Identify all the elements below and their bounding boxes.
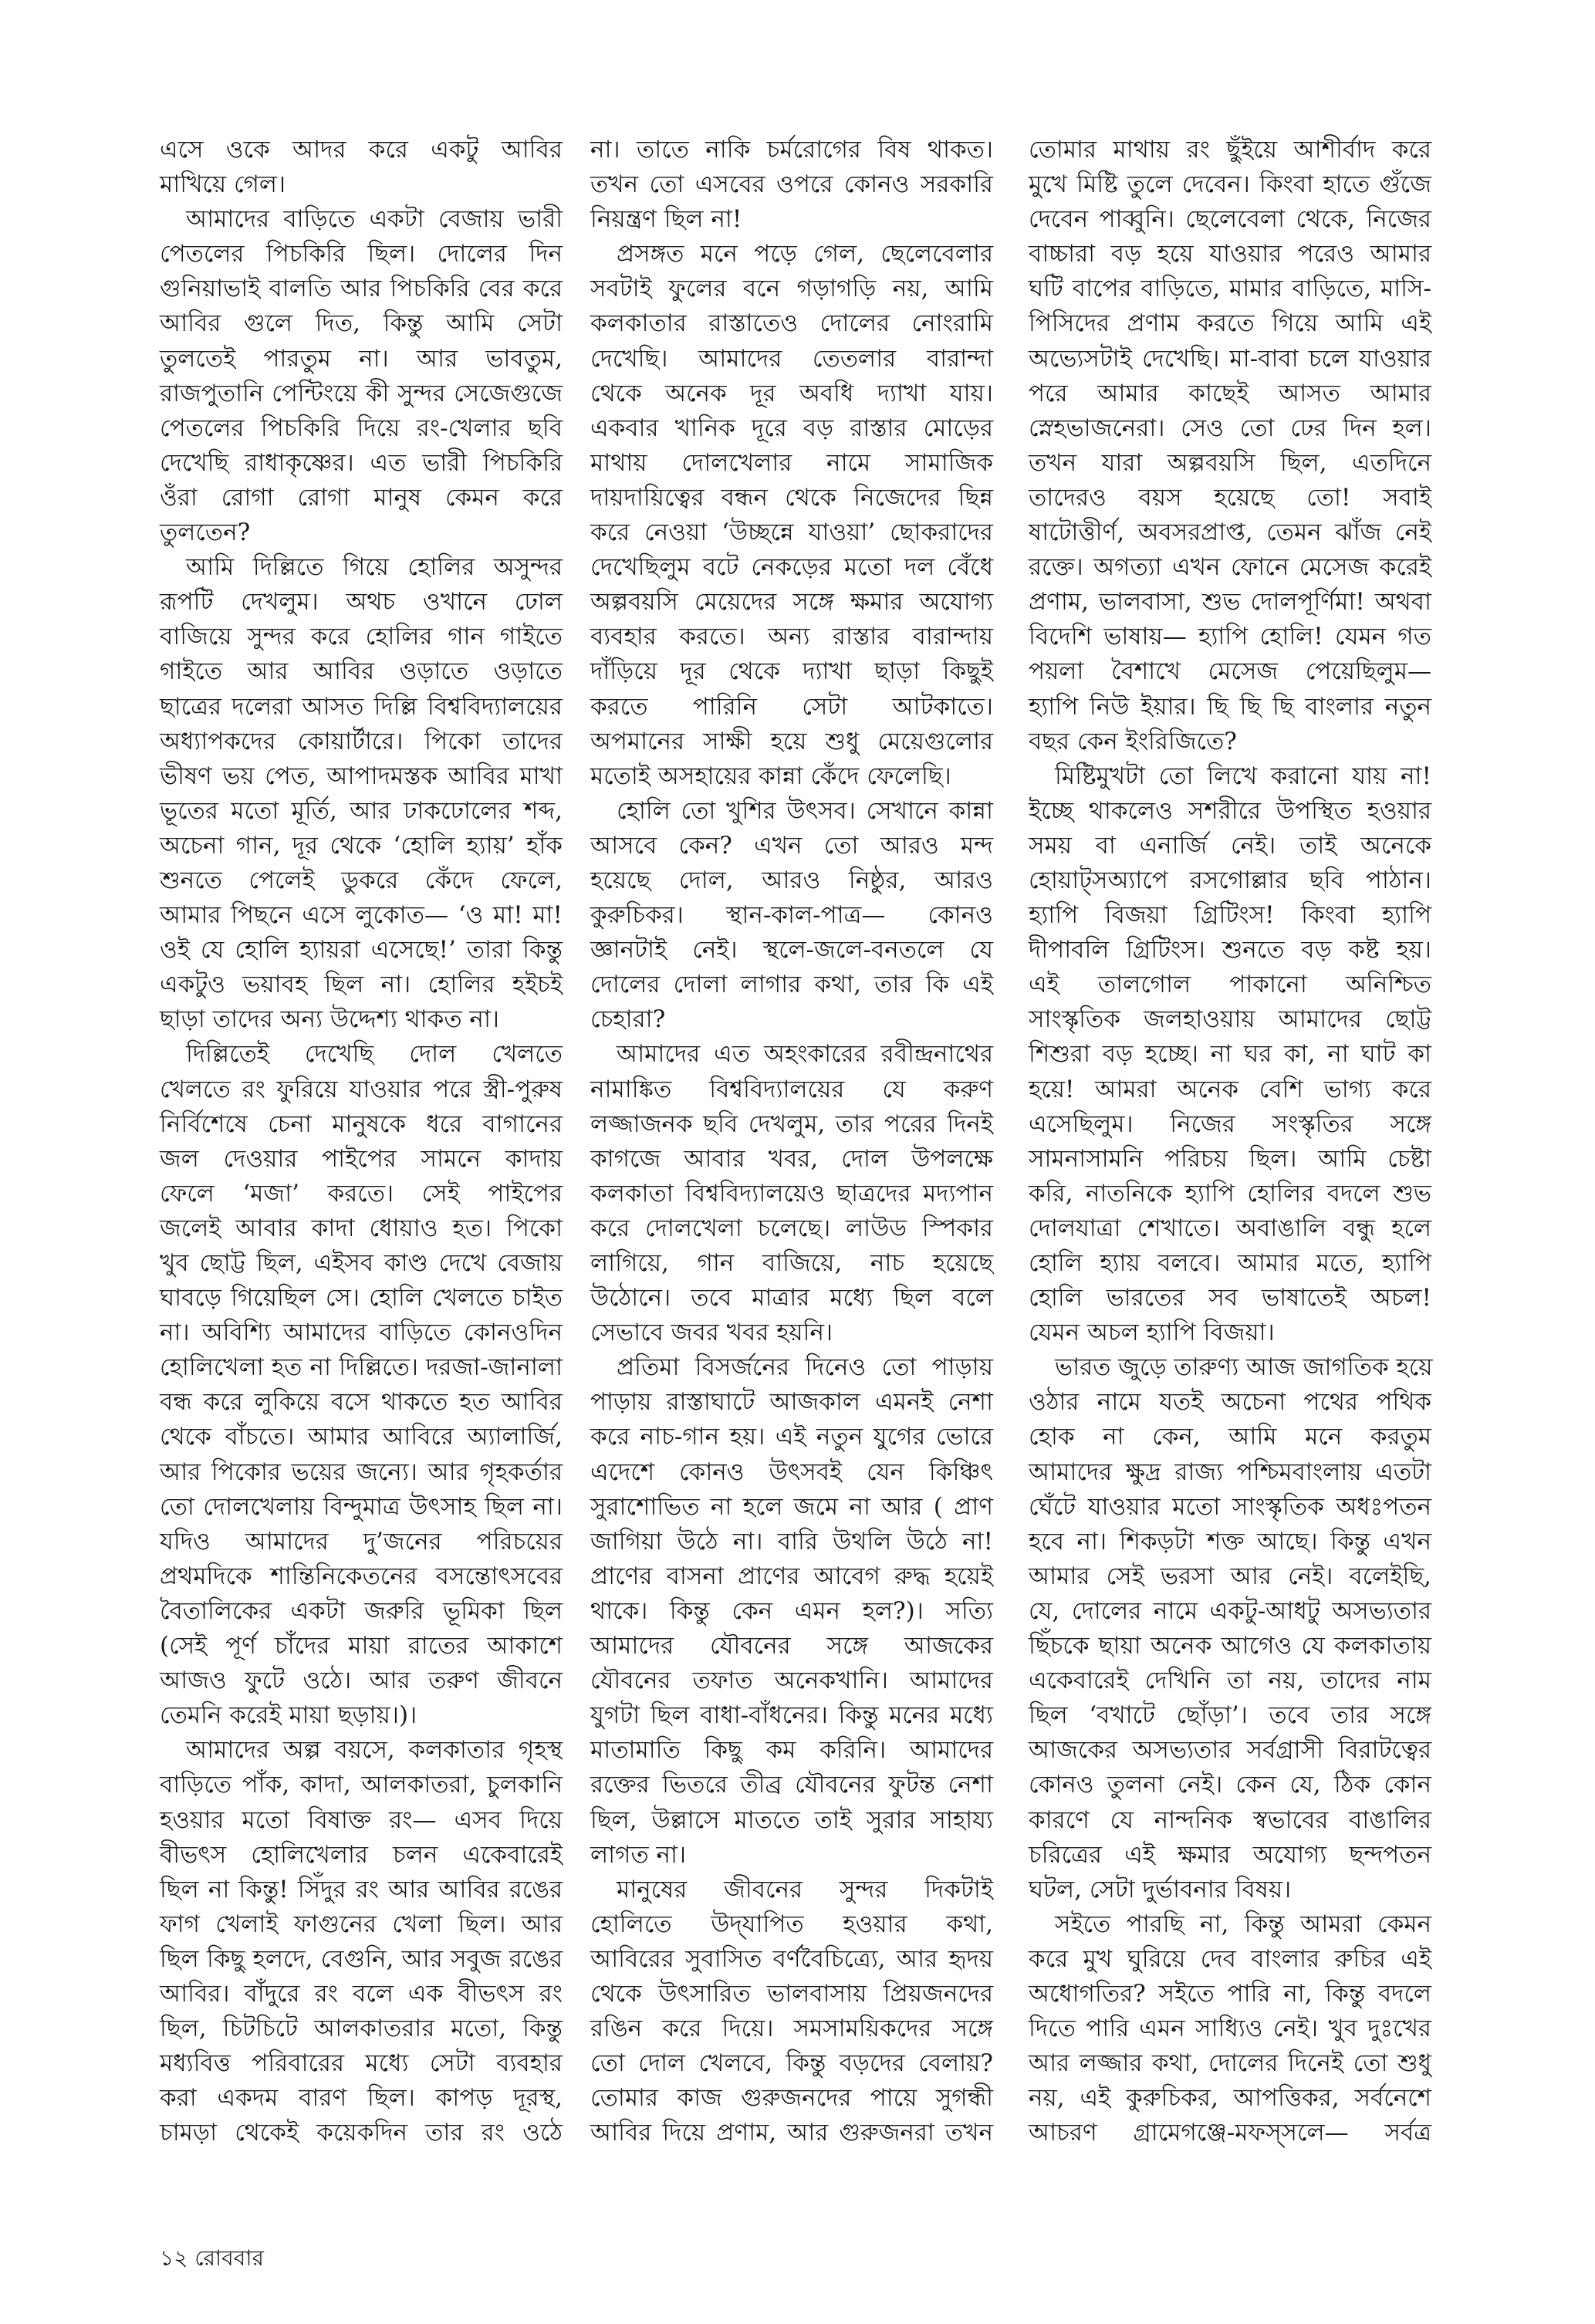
text-line: (সেই পূর্ণ চাঁদের মায়া রাতের আকাশে [160,1632,563,1660]
text-line: চরিত্রের এই ক্ষমার অযোগ্য ছন্দপতন [1029,1840,1431,1869]
text-line: মানুষের জীবনের সুন্দর দিকটাই [617,1875,993,1903]
text-line: দাঁড়িয়ে দূর থেকে দ্যাখা ছাড়া কিছুই [590,657,993,686]
text-line: উঠোনে। তবে মাত্রার মধ্যে ছিল বলে [590,1284,993,1312]
text-line: আমি দিল্লিতে গিয়ে হোলির অসুন্দর [186,553,563,582]
text-line: হ্যাপি নিউ ইয়ার। ছি ছি ছি বাংলার নতুন [1029,692,1431,721]
text-line: থেকে উৎসারিত ভালবাসায় প্রিয়জনদের [590,1979,993,2008]
paragraph [590,237,993,794]
text-line: ছাড়া তাদের অন্য উদ্দেশ্য থাকত না। [160,1005,500,1034]
text-line: এসেছিলুম। নিজের সংস্কৃতির সঙ্গে [1029,1110,1431,1138]
text-line: কুরুচিকর। স্থান-কাল-পাত্র— কোনও [590,901,993,930]
text-line: জল দেওয়ার পাইপের সামনে কাদায় [160,1144,563,1173]
text-line: দিল্লিতেই দেখেছি দোল খেলতে [186,1040,563,1069]
text-line: করে নেওয়া ‘উচ্ছন্নে যাওয়া’ ছোকরাদের [590,519,993,547]
text-line: বাড়িতে পাঁক, কাদা, আলকাতরা, চুলকানি [160,1771,563,1799]
text-line: করতে পারিনি সেটা আটকাতে। [590,692,993,721]
text-line: ঘেঁটে যাওয়ার মতো সাংস্কৃতিক অধঃপতন [1029,1492,1431,1521]
text-line: হোক না কেন, আমি মনে করতুম [1029,1423,1431,1451]
article-column-3 [1029,133,1431,2150]
text-line: ভূতের মতো মূর্তি, আর ঢাকঢোলের শব্দ, [160,796,563,825]
text-line: কাগজে আবার খবর, দোল উপলক্ষে [590,1144,993,1173]
text-line: আবির। বাঁদুরে রং বলে এক বীভৎস রং [160,1979,563,2008]
text-line: দেখেছি। আমাদের তেতলার বারান্দা [590,344,993,373]
text-line: হোয়াট্‌সঅ্যাপে রসগোল্লার ছবি পাঠান। [1029,866,1431,894]
text-line: ওই যে হোলি হ্যায়রা এসেছে!’ তারা কিন্তু [160,936,563,964]
text-line: মিষ্টিমুখটা তো লিখে করানো যায় না! [1055,762,1431,790]
text-line: পিসিদের প্রণাম করতে গিয়ে আমি এই [1029,309,1431,338]
text-line: আবির দিয়ে প্রণাম, আর গুরুজনরা তখন [590,2119,993,2147]
text-line: খেলতে রং ফুরিয়ে যাওয়ার পরে স্ত্রী-পুরুষ [160,1075,563,1103]
text-line: ছিল, উল্লাসে মাততে তাই সুরার সাহায্য [590,1805,993,1834]
text-line: একেবারেই দেখিনি তা নয়, তাদের নাম [1029,1667,1431,1695]
text-line: পাড়ায় রাস্তাঘাটে আজকাল এমনই নেশা [590,1388,993,1417]
text-line: বছর কেন ইংরিজিতে? [1029,727,1237,755]
text-line: প্রাণের বাসনা প্রাণের আবেগ রুদ্ধ হয়েই [590,1562,993,1590]
text-line: দায়দায়িত্বের বন্ধন থেকে নিজেদের ছিন্ন [590,483,993,512]
text-line: যদিও আমাদের দু’জনের পরিচয়ের [160,1527,563,1556]
text-line: তোমার মাথায় রং ছুঁইয়ে আশীর্বাদ করে [1029,136,1431,164]
text-line: তো দোলখেলায় বিন্দুমাত্র উৎসাহ ছিল না। [160,1492,563,1521]
text-line: দেবেন পাব্বুনি। ছেলেবেলা থেকে, নিজের [1029,205,1431,234]
text-line: জ্ঞানটাই নেই। স্থলে-জলে-বনতলে যে [590,936,993,964]
text-line: একটুও ভয়াবহ ছিল না। হোলির হইচই [160,971,563,999]
text-line: বীভৎস হোলিখেলার চলন একেবারেই [160,1840,563,1869]
text-line: ভারত জুড়ে তারুণ্য আজ জাগতিক হয়ে [1055,1353,1433,1382]
paragraph [160,133,563,202]
text-line: অভ্যেসটাই দেখেছি। মা-বাবা চলে যাওয়ার [1029,344,1431,373]
text-line: মাতামাতি কিছু কম করিনি। আমাদের [590,1736,993,1765]
text-line: দীপাবলি গ্রিটিংস। শুনতে বড় কষ্ট হয়। [1029,936,1431,964]
text-line: কারণে যে নান্দনিক স্বভাবের বাঙালির [1029,1805,1431,1834]
paragraph [160,1733,563,2150]
paragraph [590,794,993,1038]
paragraph [160,1037,563,1733]
text-line: হোলিখেলা হত না দিল্লিতে। দরজা-জানালা [160,1353,563,1382]
text-line: ব্যবহার করতে। অন্য রাস্তার বারান্দায় [590,623,993,651]
text-line: আমাদের অল্প বয়সে, কলকাতার গৃহস্থ [186,1736,563,1765]
text-line: পেতলের পিচকিরি দিয়ে রং-খেলার ছবি [160,414,563,442]
text-line: এই তালগোল পাকানো অনিশ্চিত [1029,971,1431,999]
text-line: রঙিন করে দিয়ে। সমসাময়িকদের সঙ্গে [590,2015,993,2043]
text-line: হয়েছে দোল, আরও নিষ্ঠুর, আরও [590,866,993,894]
text-line: গুনিয়াভাই বালতি আর পিচকিরি বের করে [160,275,563,303]
text-line: তখন যারা অল্পবয়সি ছিল, এতদিনে [1029,448,1431,477]
text-line: গাইতে আর আবির ওড়াতে ওড়াতে [160,657,563,686]
text-line: আচরণ গ্রামেগঞ্জে-মফস্সলে— সর্বত্র [1029,2119,1431,2147]
text-line: হোলি হ্যায় বলবে। আমার মতে, হ্যাপি [1029,1249,1431,1277]
text-line: আমাদের ক্ষুদ্র রাজ্য পশ্চিমবাংলায় এতটা [1029,1458,1431,1486]
text-line: লাগত না। [590,1840,687,1869]
text-line: করে নাচ-গান হয়। এই নতুন যুগের ভোরে [590,1423,993,1451]
text-line: না। তাতে নাকি চর্মরোগের বিষ থাকত। [590,136,993,164]
text-line: আমাদের বাড়িতে একটা বেজায় ভারী [186,205,563,234]
text-line: লজ্জাজনক ছবি দেখলুম, তার পরের দিনই [590,1110,993,1138]
text-line: কোনও তুলনা নেই। কেন যে, ঠিক কোন [1029,1771,1431,1799]
text-line: নিয়ন্ত্রণ ছিল না! [590,205,742,234]
text-line: সুরাশোভিত না হলে জমে না আর ( প্রাণ [590,1492,993,1521]
text-line: ইচ্ছে থাকলেও সশরীরে উপস্থিত হওয়ার [1029,796,1431,825]
text-line: দোলযাত্রা শেখাতে। অবাঙালি বন্ধু হলে [1029,1214,1431,1242]
text-line: ঘটি বাপের বাড়িতে, মামার বাড়িতে, মাসি- [1029,275,1431,303]
text-line: আসবে কেন? এখন তো আরও মন্দ [590,831,993,860]
text-line: অপমানের সাক্ষী হয়ে শুধু মেয়েগুলোর [590,727,993,755]
text-line: ছিল ‘বখাটে ছোঁড়া’। তবে তার সঙ্গে [1029,1701,1431,1730]
text-line: যে, দোলের নামে একটু-আধটু অসভ্যতার [1029,1596,1431,1625]
text-line: সবটাই ফুলের বনে গড়াগড়ি নয়, আমি [590,275,993,303]
text-line: বিদেশি ভাষায়— হ্যাপি হোলি! যেমন গত [1029,623,1431,651]
text-line: হোলি ভারতের সব ভাষাতেই অচল! [1029,1284,1431,1312]
text-line: ওঁরা রোগা রোগা মানুষ কেমন করে [160,483,563,512]
text-line: সেভাবে জবর খবর হয়নি। [590,1319,833,1347]
text-line: তখন তো এসবের ওপরে কোনও সরকারি [590,171,993,199]
text-line: করি, নাতনিকে হ্যাপি হোলির বদলে শুভ [1029,1179,1431,1208]
text-line: যৌবনের তফাত অনেকখানি। আমাদের [590,1667,993,1695]
text-line: অধোগতির? সইতে পারি না, কিন্তু বদলে [1029,1979,1431,2008]
text-line: পেতলের পিচকিরি ছিল। দোলের দিন [160,240,563,269]
text-line: আজও ফুটে ওঠে। আর তরুণ জীবনে [160,1667,563,1695]
text-line: কলকাতা বিশ্ববিদ্যালয়েও ছাত্রদের মদ্যপান [590,1179,993,1208]
text-line: এসে ওকে আদর করে একটু আবির [160,136,563,164]
text-line: থেকে অনেক দূর অবধি দ্যাখা যায়। [590,379,993,407]
paragraph [1029,759,1431,1351]
text-line: মাথায় দোলখেলার নামে সামাজিক [590,448,993,477]
text-line: ষাটোত্তীর্ণ, অবসরপ্রাপ্ত, তেমন ঝাঁজ নেই [1029,519,1431,547]
text-line: থেকে বাঁচতে। আমার আবিরে অ্যালার্জি, [160,1423,563,1451]
text-line: চেহারা? [590,1005,666,1034]
text-line: বৈতালিকের একটা জরুরি ভূমিকা ছিল [160,1596,563,1625]
paragraph [1029,133,1431,759]
text-line: দোলের দোলা লাগার কথা, তার কি এই [590,971,993,999]
text-line: লাগিয়ে, গান বাজিয়ে, নাচ হয়েছে [590,1249,993,1277]
text-line: আমার সেই ভরসা আর নেই। বলেইছি, [1029,1562,1431,1590]
text-line: ঘাবড়ে গিয়েছিল সে। হোলি খেলতে চাইত [160,1284,563,1312]
text-line: তুলতেন? [160,519,251,547]
text-line: দেখেছিলুম বটে নেকড়ের মতো দল বেঁধে [590,553,993,582]
text-line: নয়, এই কুরুচিকর, আপত্তিকর, সর্বনেশে [1029,2084,1431,2113]
text-line: ছিঁচকে ছায়া অনেক আগেও যে কলকাতায় [1029,1632,1431,1660]
paragraph [590,133,993,237]
text-line: আমাদের যৌবনের সঙ্গে আজকের [590,1632,993,1660]
paragraph [590,1350,993,1872]
text-line: ছাত্রের দলেরা আসত দিল্লি বিশ্ববিদ্যালয়ের [160,692,563,721]
text-line: ছিল না কিন্তু! সিঁদুর রং আর আবির রঙের [160,1875,563,1903]
text-line: তুলতেই পারতুম না। আর ভাবতুম, [160,344,563,373]
text-line: থাকে। কিন্তু কেন এমন হল?)। সত্যি [590,1596,993,1625]
text-line: প্রসঙ্গত মনে পড়ে গেল, ছেলেবেলার [617,240,993,269]
text-line: একবার খানিক দূরে বড় রাস্তার মোড়ের [590,414,993,442]
magazine-name: রোববার [194,2245,264,2271]
text-line: বাচ্চারা বড় হয়ে যাওয়ার পরেও আমার [1029,240,1431,269]
text-line: আমার পিছনে এসে লুকোত— ‘ও মা! মা! [160,901,563,930]
text-line: হোলিতে উদ্‌যাপিত হওয়ার কথা, [590,1910,993,1938]
paragraph [1029,1907,1431,2151]
paragraph [590,1037,993,1350]
paragraph [590,1873,993,2151]
text-line: দেখেছি রাধাকৃষ্ণের। এত ভারী পিচকিরি [160,448,563,477]
text-line: এদেশে কোনও উৎসবই যেন কিঞ্চিৎ [590,1458,993,1486]
text-line: আর লজ্জার কথা, দোলের দিনেই তো শুধু [1029,2049,1431,2078]
text-line: না। অবিশ্যি আমাদের বাড়িতে কোনওদিন [160,1319,563,1347]
text-line: রূপটি দেখলুম। অথচ ওখানে ঢোল [160,588,563,616]
paragraph [1029,1350,1431,1907]
text-line: মধ্যবিত্ত পরিবারের মধ্যে সেটা ব্যবহার [160,2049,563,2078]
text-line: তো দোল খেলবে, কিন্তু বড়দের বেলায়? [590,2049,993,2078]
paragraph [160,550,563,1037]
text-line: খুব ছোট্ট ছিল, এইসব কাণ্ড দেখে বেজায় [160,1249,563,1277]
text-line: করে দোলখেলা চলেছে। লাউড স্পিকার [590,1214,993,1242]
article-column-2 [590,133,993,2150]
text-line: পয়লা বৈশাখে মেসেজ পেয়েছিলুম— [1029,657,1431,686]
text-line: হ্যাপি বিজয়া গ্রিটিংস! কিংবা হ্যাপি [1029,901,1431,930]
text-line: রাজপুতানি পেন্টিংয়ে কী সুন্দর সেজেগুজে [160,379,563,407]
text-line: সইতে পারছি না, কিন্তু আমরা কেমন [1055,1910,1431,1938]
text-line: আমাদের এত অহংকারের রবীন্দ্রনাথের [617,1040,993,1069]
text-line: যেমন অচল হ্যাপি বিজয়া। [1029,1319,1275,1347]
text-line: যুগটা ছিল বাধা-বাঁধনের। কিন্তু মনের মধ্যে [590,1701,993,1730]
text-line: প্রতিমা বিসর্জনের দিনেও তো পাড়ায় [617,1353,993,1382]
text-line: জাগিয়া উঠে না। বারি উথলি উঠে না! [590,1527,993,1556]
text-line: সময় বা এনার্জি নেই। তাই অনেকে [1029,831,1431,860]
text-line: চামড়া থেকেই কয়েকদিন তার রং ওঠে [160,2119,563,2147]
text-line: ছিল, চিটচিটে আলকাতরার মতো, কিন্তু [160,2015,563,2043]
text-line: প্রণাম, ভালবাসা, শুভ দোলপূর্ণিমা! অথবা [1029,588,1431,616]
text-line: ফেলে ‘মজা’ করতে। সেই পাইপের [160,1179,563,1208]
text-line: শিশুরা বড় হচ্ছে। না ঘর কা, না ঘাট কা [1029,1040,1431,1069]
text-line: প্রথমদিকে শান্তিনিকেতনের বসন্তোৎসবের [160,1562,563,1590]
text-line: রক্তের ভিতরে তীব্র যৌবনের ফুটন্ত নেশা [590,1771,993,1799]
text-line: তোমার কাজ গুরুজনদের পায়ে সুগন্ধী [590,2084,993,2113]
text-line: রক্তে। অগত্যা এখন ফোনে মেসেজ করেই [1029,553,1431,582]
text-line: আবির গুলে দিত, কিন্তু আমি সেটা [160,309,563,338]
text-line: মতোই অসহায়ের কান্না কেঁদে ফেলেছি। [590,762,951,790]
text-line: আবিরের সুবাসিত বর্ণবৈচিত্র্যে, আর হৃদয় [590,1944,993,1973]
text-line: নির্বিশেষে চেনা মানুষকে ধরে বাগানের [160,1110,563,1138]
text-line: বন্ধ করে লুকিয়ে বসে থাকতে হত আবির [160,1388,563,1417]
text-line: হওয়ার মতো বিষাক্ত রং— এসব দিয়ে [160,1805,563,1834]
text-line: অচেনা গান, দূর থেকে ‘হোলি হ্যায়’ হাঁক [160,831,563,860]
paragraph [160,202,563,550]
text-line: মাখিয়ে গেল। [160,171,286,199]
page-number: ১২ [160,2245,188,2271]
text-line: করে মুখ ঘুরিয়ে দেব বাংলার রুচির এই [1029,1944,1431,1973]
text-line: ঘটল, সেটা দুর্ভাবনার বিষয়। [1029,1875,1292,1903]
text-line: করা একদম বারণ ছিল। কাপড় দূরস্থ, [160,2084,563,2113]
text-line: জলেই আবার কাদা ধোয়াও হত। পিকো [160,1214,563,1242]
text-line: সামনাসামনি পরিচয় ছিল। আমি চেষ্টা [1029,1144,1431,1173]
text-line: তেমনি করেই মায়া ছড়ায়।)। [160,1701,417,1730]
text-line: শুনতে পেলেই ডুকরে কেঁদে ফেলে, [160,866,563,894]
text-line: ফাগ খেলাই ফাগুনের খেলা ছিল। আর [160,1910,563,1938]
text-line: পরে আমার কাছেই আসত আমার [1029,379,1431,407]
text-line: বাজিয়ে সুন্দর করে হোলির গান গাইতে [160,623,563,651]
article-column-1 [160,133,563,2150]
text-line: আজকের অসভ্যতার সর্বগ্রাসী বিরাটত্বের [1029,1736,1431,1765]
text-line: কলকাতার রাস্তাতেও দোলের নোংরামি [590,309,993,338]
text-line: ওঠার নামে যতই অচেনা পথের পথিক [1029,1388,1431,1417]
text-line: হয়ে! আমরা অনেক বেশি ভাগ্য করে [1029,1075,1431,1103]
text-line: হোলি তো খুশির উৎসব। সেখানে কান্না [617,796,993,825]
text-line: ভীষণ ভয় পেত, আপাদমস্তক আবির মাখা [160,762,563,790]
text-line: দিতে পারি এমন সাধ্যিও নেই। খুব দুঃখের [1029,2015,1431,2043]
text-line: নামাঙ্কিত বিশ্ববিদ্যালয়ের যে করুণ [590,1075,993,1103]
text-line: আর পিকোর ভয়ের জন্যে। আর গৃহকর্তার [160,1458,563,1486]
text-line: ছিল কিছু হলদে, বেগুনি, আর সবুজ রঙের [160,1944,563,1973]
text-line: স্নেহভাজনেরা। সেও তো ঢের দিন হল। [1029,414,1431,442]
text-line: সাংস্কৃতিক জলহাওয়ায় আমাদের ছোট্ট [1029,1005,1431,1034]
page-footer [160,2241,264,2278]
text-line: অধ্যাপকদের কোয়ার্টারে। পিকো তাদের [160,727,563,755]
text-line: তাদেরও বয়স হয়েছে তো! সবাই [1029,483,1431,512]
text-line: মুখে মিষ্টি তুলে দেবেন। কিংবা হাতে গুঁজে [1029,171,1431,199]
text-line: অল্পবয়সি মেয়েদের সঙ্গে ক্ষমার অযোগ্য [590,588,993,616]
text-line: হবে না। শিকড়টা শক্ত আছে। কিন্তু এখন [1029,1527,1431,1556]
